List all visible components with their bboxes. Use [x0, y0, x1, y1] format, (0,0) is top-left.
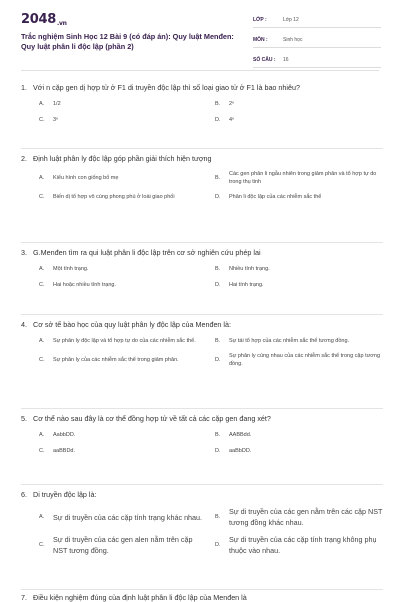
document-title: Trắc nghiệm Sinh Học 12 Bài 9 (có đáp án): Quy luật Menđen: Quy luật phân li độc lập (phần 2) [21, 32, 234, 51]
answer-option[interactable] [215, 446, 383, 456]
answer-option[interactable] [215, 336, 383, 346]
question-label: Cơ sở tế bào học của quy luật phân ly độc lập của Menđen là: [33, 320, 232, 329]
option-letter: A. [39, 338, 45, 344]
question-item [21, 485, 383, 590]
option-text: Sự phân ly cùng nhau của các nhiễm sắc thể trong cặp tương đồng. [229, 353, 381, 367]
option-letter: B. [215, 101, 221, 107]
answer-options [21, 99, 383, 133]
answer-option[interactable] [215, 352, 383, 368]
answer-option[interactable] [39, 115, 207, 125]
option-letter: D. [215, 282, 221, 288]
question-number: 2. [21, 154, 27, 163]
option-text: Sự tái tổ hợp của các nhiễm sắc thể tương đồng. [229, 338, 350, 344]
option-letter: D. [215, 194, 221, 200]
meta-key: LỚP : [253, 17, 267, 23]
question-label: Cơ thể nào sau đây là cơ thể đồng hợp tử về tất cả các cặp gen đang xét? [33, 414, 271, 423]
answer-options [21, 506, 383, 564]
question-number: 1. [21, 83, 27, 92]
option-text: Sự di truyền của các gen nằm trên các cặp NST tương đồng khác nhau. [229, 507, 383, 527]
option-text: Sự di truyền của các cặp tính trạng không phụ thuộc vào nhau. [229, 535, 377, 555]
option-text: Phân li độc lập của các nhiễm sắc thể [229, 194, 322, 200]
answer-option[interactable] [215, 430, 383, 440]
option-text: Một tính trạng. [53, 266, 89, 272]
meta-row-subject [253, 33, 381, 48]
question-item [21, 315, 383, 409]
question-text [21, 319, 383, 330]
option-letter: C. [39, 194, 45, 200]
question-text [21, 247, 383, 258]
question-label: G.Menđen tìm ra qui luật phân li độc lập trên cơ sở nghiên cứu phép lai [33, 248, 261, 257]
answer-option[interactable] [39, 280, 207, 290]
option-letter: A. [39, 432, 45, 438]
option-text: Sự phân ly độc lập và tổ hợp tự do của các nhiễm sắc thể. [53, 338, 196, 344]
answer-options [21, 336, 383, 376]
meta-value: Lớp 12 [283, 17, 299, 23]
question-text [21, 153, 383, 164]
answer-option[interactable] [215, 264, 383, 274]
meta-key: SỐ CÂU : [253, 57, 276, 63]
question-label: Di truyền độc lập là: [33, 490, 97, 499]
option-letter: B. [215, 338, 221, 344]
option-text: Nhiều tính trạng. [229, 266, 270, 272]
answer-option[interactable] [39, 336, 207, 346]
answer-option[interactable] [39, 192, 207, 202]
option-text: Sự di truyền của các cặp tính trạng khác nhau. [53, 512, 203, 522]
answer-option[interactable] [39, 446, 207, 456]
option-text: AABBdd. [229, 432, 252, 438]
question-text [21, 489, 383, 500]
question-number: 4. [21, 320, 27, 329]
option-letter: B. [215, 266, 221, 272]
option-letter: C. [39, 117, 45, 123]
logo-suffix: .vn [56, 20, 67, 27]
option-letter: D. [215, 448, 221, 454]
answer-option[interactable] [215, 115, 383, 125]
option-text: Kiểu hình con giống bố mẹ [53, 175, 119, 181]
option-letter: B. [215, 432, 221, 438]
question-label: Điều kiện nghiệm đúng của định luật phân li độc lập của Menđen là [33, 593, 247, 602]
question-number: 5. [21, 414, 27, 423]
option-letter: A. [39, 513, 45, 520]
meta-value: 16 [283, 57, 289, 63]
answer-option[interactable] [215, 99, 383, 109]
option-text: Sự phân ly của các nhiễm sắc thể trong giảm phân. [53, 357, 179, 363]
answer-option[interactable] [215, 280, 383, 290]
answer-option[interactable] [39, 264, 207, 274]
answer-option[interactable] [215, 170, 383, 186]
option-text: Hai tính trạng. [229, 282, 264, 288]
question-item [21, 78, 383, 149]
answer-options [21, 430, 383, 464]
meta-key: MÔN : [253, 37, 268, 43]
option-text: aaBBDd. [53, 448, 76, 454]
question-item [21, 149, 383, 243]
option-letter: D. [215, 117, 221, 123]
header-divider [21, 70, 379, 71]
site-logo[interactable] [21, 12, 67, 27]
option-text: Sự di truyền của các gen alen nằm trên cặp NST tương đồng. [53, 535, 193, 555]
question-text [21, 413, 383, 424]
question-item [21, 409, 383, 485]
option-letter: C. [39, 541, 45, 548]
option-letter: D. [215, 357, 221, 363]
answer-option[interactable] [215, 192, 383, 202]
question-number: 3. [21, 248, 27, 257]
option-letter: D. [215, 541, 221, 548]
option-letter: C. [39, 448, 45, 454]
option-text: Các gen phân li ngẫu nhiên trong giảm phân và tổ hợp tự do trong thụ tinh [229, 171, 377, 185]
option-text: AabbDD. [53, 432, 76, 438]
option-text: aaBbDD. [229, 448, 252, 454]
answer-options [21, 264, 383, 298]
option-text: Biến dị tổ hợp vô cùng phong phú ở loài giao phối [53, 194, 175, 200]
answer-option[interactable] [39, 430, 207, 440]
option-letter: A. [39, 175, 45, 181]
option-letter: A. [39, 101, 45, 107]
answer-option[interactable] [39, 99, 207, 109]
option-letter: B. [215, 175, 221, 181]
option-letter: A. [39, 266, 45, 272]
option-text: 1/2 [53, 101, 61, 107]
next-question-partial [21, 593, 247, 602]
question-number: 6. [21, 490, 27, 499]
answer-option[interactable] [39, 352, 207, 368]
option-text: Hai hoặc nhiều tính trạng. [53, 282, 116, 288]
meta-row-count [253, 53, 381, 68]
option-letter: C. [39, 282, 45, 288]
question-label: Với n cặp gen dị hợp tử ở F1 di truyền độc lập thì số loại giao tử ở F1 là bao nhiêu? [33, 83, 301, 92]
option-text: 3ⁿ [53, 117, 59, 123]
question-label: Định luật phân ly độc lập góp phần giải thích hiện tượng [33, 154, 212, 163]
logo-text: 2048 [21, 12, 56, 27]
meta-value: Sinh học [283, 37, 303, 43]
option-letter: C. [39, 357, 45, 363]
answer-options [21, 170, 383, 210]
answer-option[interactable] [39, 170, 207, 186]
answer-option[interactable] [39, 506, 207, 528]
question-list [21, 78, 383, 590]
meta-row-class [253, 13, 381, 28]
answer-option[interactable] [215, 534, 383, 556]
answer-option[interactable] [39, 534, 207, 556]
question-number: 7. [21, 593, 27, 602]
answer-option[interactable] [215, 506, 383, 528]
question-item [21, 243, 383, 315]
document-meta [253, 13, 381, 73]
option-text: 2ⁿ [229, 101, 235, 107]
option-letter: B. [215, 513, 221, 520]
option-text: 4ⁿ [229, 117, 235, 123]
question-text [21, 82, 383, 93]
